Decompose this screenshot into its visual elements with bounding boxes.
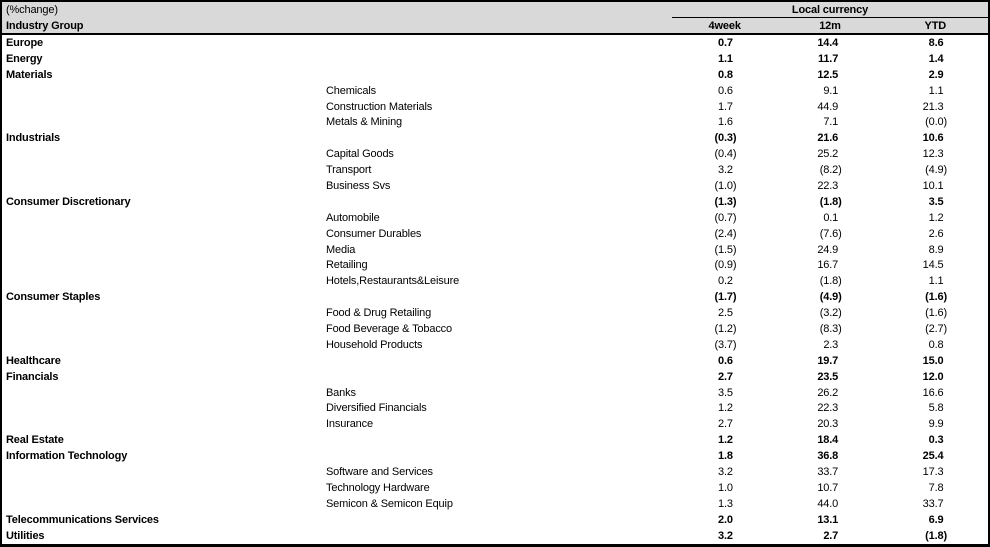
value-cell	[672, 196, 777, 208]
value-cell	[883, 498, 988, 510]
value-text: 18.4	[817, 434, 839, 447]
value-text: 6.9	[928, 513, 944, 526]
value-text: (0.4)	[714, 148, 737, 161]
value-text: 1.0	[717, 481, 733, 494]
value-text: 44.9	[817, 100, 839, 113]
value-text: 2.7	[823, 529, 839, 542]
value-text: 3.5	[717, 386, 733, 399]
value-cell	[883, 402, 988, 414]
value-cell	[777, 85, 882, 97]
industry-group-label: Consumer Staples	[6, 291, 101, 304]
value-cell	[883, 434, 988, 446]
sub-industry-label: Chemicals	[326, 84, 376, 97]
value-cell	[883, 418, 988, 430]
value-text: 3.2	[717, 164, 733, 177]
value-text: 2.3	[823, 338, 839, 351]
value-cell	[672, 212, 777, 224]
sub-industry-label: Banks	[326, 386, 356, 399]
value-text: 0.6	[717, 84, 733, 97]
value-text: 1.1	[717, 52, 733, 65]
value-cell	[883, 355, 988, 367]
table-body	[2, 35, 988, 544]
value-cell	[883, 196, 988, 208]
value-text: 3.5	[928, 195, 944, 208]
industry-group-label: Healthcare	[6, 354, 61, 367]
value-text: (1.7)	[714, 291, 737, 304]
value-cell	[672, 85, 777, 97]
value-text: 19.7	[817, 354, 839, 367]
value-text: 0.1	[823, 211, 839, 224]
value-cell	[883, 101, 988, 113]
table-header	[2, 2, 988, 35]
value-cell	[777, 212, 882, 224]
value-text: 10.6	[922, 132, 944, 145]
sub-industry-label: Construction Materials	[326, 100, 433, 113]
value-cell	[672, 164, 777, 176]
value-cell	[883, 85, 988, 97]
value-cell	[672, 514, 777, 526]
value-text: 0.8	[928, 338, 944, 351]
value-text: 13.1	[817, 513, 839, 526]
table-row	[2, 130, 988, 146]
value-cell	[672, 228, 777, 240]
table-row	[2, 416, 988, 432]
value-cell	[883, 307, 988, 319]
value-cell	[672, 69, 777, 81]
value-cell	[777, 355, 882, 367]
sub-industry-label: Food & Drug Retailing	[326, 307, 432, 320]
value-cell	[672, 37, 777, 49]
table-row	[2, 432, 988, 448]
value-cell	[672, 371, 777, 383]
value-cell	[672, 101, 777, 113]
industry-group-label: Information Technology	[6, 450, 128, 463]
value-text: 0.2	[717, 275, 733, 288]
table-row	[2, 194, 988, 210]
value-cell	[883, 514, 988, 526]
table-row	[2, 114, 988, 130]
table-row	[2, 289, 988, 305]
header-row-columns	[2, 18, 988, 33]
table-row	[2, 146, 988, 162]
table-row	[2, 448, 988, 464]
value-cell	[777, 307, 882, 319]
table-row	[2, 353, 988, 369]
value-cell	[777, 132, 882, 144]
value-cell	[777, 291, 882, 303]
value-cell	[777, 244, 882, 256]
value-text: (4.9)	[819, 291, 842, 304]
value-text: (1.3)	[714, 195, 737, 208]
value-text: (8.2)	[819, 164, 842, 177]
value-text: 25.4	[922, 450, 944, 463]
table-row	[2, 337, 988, 353]
value-text: 1.8	[717, 450, 733, 463]
value-cell	[777, 148, 882, 160]
value-text: (3.7)	[714, 338, 737, 351]
value-text: 1.2	[717, 434, 733, 447]
value-cell	[672, 498, 777, 510]
value-text: 33.7	[817, 465, 839, 478]
currency-group-header	[672, 2, 988, 18]
table-row	[2, 512, 988, 528]
value-cell	[777, 259, 882, 271]
value-text: 25.2	[817, 148, 839, 161]
value-cell	[883, 228, 988, 240]
value-text: 12.3	[922, 148, 944, 161]
value-cell	[672, 53, 777, 65]
value-cell	[777, 37, 882, 49]
value-cell	[672, 244, 777, 256]
value-cell	[883, 387, 988, 399]
currency-group-label: Local currency	[791, 3, 869, 16]
value-cell	[883, 466, 988, 478]
value-text: 5.8	[928, 402, 944, 415]
value-cell	[777, 164, 882, 176]
value-cell	[672, 148, 777, 160]
value-cell	[883, 212, 988, 224]
value-text: 0.7	[717, 36, 733, 49]
value-cell	[672, 482, 777, 494]
value-cell	[777, 514, 882, 526]
value-cell	[883, 164, 988, 176]
value-cell	[883, 323, 988, 335]
value-text: (1.8)	[819, 195, 842, 208]
industry-group-label: Real Estate	[6, 434, 64, 447]
value-text: 11.7	[817, 52, 839, 65]
sub-industry-label: Insurance	[326, 418, 373, 431]
value-text: (7.6)	[819, 227, 842, 240]
value-cell	[777, 402, 882, 414]
value-cell	[777, 69, 882, 81]
value-text: 2.7	[717, 418, 733, 431]
value-cell	[672, 355, 777, 367]
value-text: 2.5	[717, 307, 733, 320]
value-text: 22.3	[817, 179, 839, 192]
value-cell	[883, 244, 988, 256]
value-text: 1.2	[928, 211, 944, 224]
value-text: 33.7	[922, 497, 944, 510]
table-row	[2, 67, 988, 83]
value-cell	[672, 530, 777, 542]
sub-industry-label: Semicon & Semicon Equip	[326, 497, 453, 510]
value-cell	[777, 323, 882, 335]
value-text: (1.0)	[714, 179, 737, 192]
column-header-12m: 12m	[819, 19, 841, 32]
industry-group-label: Europe	[6, 36, 43, 49]
value-text: 1.6	[717, 116, 733, 129]
value-cell	[672, 339, 777, 351]
value-text: 2.9	[928, 68, 944, 81]
value-text: 3.2	[717, 529, 733, 542]
value-cell	[672, 434, 777, 446]
value-text: (0.0)	[925, 116, 947, 129]
value-cell	[777, 116, 882, 128]
table-row	[2, 496, 988, 512]
sub-industry-label: Food Beverage & Tobacco	[326, 322, 452, 335]
value-text: 44.0	[817, 497, 839, 510]
value-text: (1.2)	[714, 322, 737, 335]
value-text: (1.8)	[819, 275, 842, 288]
value-text: 12.0	[922, 370, 944, 383]
value-text: 2.6	[928, 227, 944, 240]
table-row	[2, 226, 988, 242]
value-cell	[672, 259, 777, 271]
table-row	[2, 210, 988, 226]
value-cell	[883, 69, 988, 81]
value-text: 1.7	[717, 100, 733, 113]
value-text: 7.1	[823, 116, 839, 129]
value-text: 14.5	[922, 259, 944, 272]
value-text: 22.3	[817, 402, 839, 415]
value-text: 16.6	[922, 386, 944, 399]
industry-group-label: Financials	[6, 370, 59, 383]
industry-group-label: Telecommunications Services	[6, 513, 159, 526]
value-text: (1.5)	[714, 243, 737, 256]
industry-group-column-header: Industry Group	[6, 19, 84, 32]
value-cell	[883, 259, 988, 271]
value-text: (0.3)	[714, 132, 737, 145]
value-cell	[777, 101, 882, 113]
value-cell	[777, 466, 882, 478]
table-row	[2, 83, 988, 99]
value-text: 0.6	[717, 354, 733, 367]
value-text: 23.5	[817, 370, 839, 383]
value-cell	[777, 434, 882, 446]
value-text: (1.6)	[925, 291, 947, 304]
table-row	[2, 385, 988, 401]
value-text: 1.3	[717, 497, 733, 510]
sub-industry-label: Business Svs	[326, 179, 391, 192]
value-text: 21.3	[922, 100, 944, 113]
value-text: 15.0	[922, 354, 944, 367]
period-column-headers	[672, 20, 988, 32]
industry-group-label: Utilities	[6, 529, 45, 542]
value-text: 10.7	[817, 481, 839, 494]
column-header-ytd: YTD	[924, 19, 947, 32]
table-row	[2, 480, 988, 496]
value-text: 14.4	[817, 36, 839, 49]
value-cell	[777, 530, 882, 542]
value-cell	[883, 482, 988, 494]
industry-group-label: Industrials	[6, 132, 60, 145]
sub-industry-label: Consumer Durables	[326, 227, 422, 240]
value-cell	[883, 339, 988, 351]
value-text: 20.3	[817, 418, 839, 431]
value-cell	[883, 37, 988, 49]
value-text: (0.7)	[714, 211, 737, 224]
value-text: 16.7	[817, 259, 839, 272]
value-text: 3.2	[717, 465, 733, 478]
table-row	[2, 162, 988, 178]
table-row	[2, 242, 988, 258]
value-text: 7.8	[928, 481, 944, 494]
value-cell	[777, 196, 882, 208]
value-cell	[777, 180, 882, 192]
value-text: 1.4	[928, 52, 944, 65]
value-cell	[672, 307, 777, 319]
table-row	[2, 528, 988, 544]
value-cell	[777, 418, 882, 430]
header-row-change	[2, 2, 988, 18]
value-cell	[777, 275, 882, 287]
value-cell	[883, 53, 988, 65]
value-cell	[672, 418, 777, 430]
value-cell	[883, 275, 988, 287]
table-row	[2, 369, 988, 385]
value-text: 26.2	[817, 386, 839, 399]
value-text: 17.3	[922, 465, 944, 478]
value-cell	[883, 371, 988, 383]
sub-industry-label: Diversified Financials	[326, 402, 427, 415]
value-text: (2.4)	[714, 227, 737, 240]
table-row	[2, 35, 988, 51]
sub-industry-label: Technology Hardware	[326, 481, 430, 494]
value-cell	[883, 180, 988, 192]
table-row	[2, 321, 988, 337]
table-row	[2, 257, 988, 273]
value-cell	[672, 387, 777, 399]
table-row	[2, 178, 988, 194]
value-text: 12.5	[817, 68, 839, 81]
table-row	[2, 99, 988, 115]
value-text: 2.0	[717, 513, 733, 526]
value-text: 9.1	[823, 84, 839, 97]
sub-industry-label: Household Products	[326, 338, 423, 351]
value-text: (8.3)	[819, 322, 842, 335]
sub-industry-label: Capital Goods	[326, 148, 394, 161]
sub-industry-label: Metals & Mining	[326, 116, 403, 129]
value-cell	[883, 291, 988, 303]
value-cell	[672, 180, 777, 192]
value-cell	[777, 371, 882, 383]
value-cell	[672, 466, 777, 478]
sub-industry-label: Media	[326, 243, 356, 256]
value-text: (1.6)	[925, 307, 947, 320]
value-text: (0.9)	[714, 259, 737, 272]
value-cell	[777, 228, 882, 240]
value-text: 8.9	[928, 243, 944, 256]
value-text: 21.6	[817, 132, 839, 145]
industry-group-label: Consumer Discretionary	[6, 195, 131, 208]
value-cell	[777, 53, 882, 65]
sub-industry-label: Automobile	[326, 211, 380, 224]
value-cell	[883, 116, 988, 128]
value-cell	[883, 148, 988, 160]
value-text: 1.1	[928, 275, 944, 288]
table-row	[2, 305, 988, 321]
value-cell	[672, 402, 777, 414]
value-cell	[883, 132, 988, 144]
value-cell	[883, 530, 988, 542]
value-text: (3.2)	[819, 307, 842, 320]
value-cell	[672, 450, 777, 462]
value-text: 10.1	[922, 179, 944, 192]
value-cell	[672, 116, 777, 128]
value-text: 9.9	[928, 418, 944, 431]
industry-group-label: Energy	[6, 52, 43, 65]
value-cell	[672, 132, 777, 144]
value-cell	[672, 275, 777, 287]
sub-industry-label: Retailing	[326, 259, 368, 272]
value-text: 8.6	[928, 36, 944, 49]
value-cell	[777, 387, 882, 399]
industry-group-label: Materials	[6, 68, 53, 81]
value-cell	[777, 498, 882, 510]
value-cell	[883, 450, 988, 462]
value-text: (2.7)	[925, 322, 947, 335]
sub-industry-label: Transport	[326, 164, 372, 177]
value-cell	[777, 482, 882, 494]
value-text: 1.2	[717, 402, 733, 415]
table-row	[2, 51, 988, 67]
value-text: (1.8)	[925, 529, 947, 542]
value-text: 1.1	[928, 84, 944, 97]
value-text: 0.8	[717, 68, 733, 81]
value-text: 2.7	[717, 370, 733, 383]
sub-industry-label: Hotels,Restaurants&Leisure	[326, 275, 460, 288]
percent-change-label: (%change)	[6, 4, 58, 16]
sub-industry-label: Software and Services	[326, 465, 433, 478]
table-row	[2, 273, 988, 289]
table-row	[2, 464, 988, 480]
value-text: 24.9	[817, 243, 839, 256]
value-cell	[672, 323, 777, 335]
column-header-4week: 4week	[708, 19, 741, 32]
value-cell	[672, 291, 777, 303]
value-text: (4.9)	[925, 164, 947, 177]
value-cell	[777, 450, 882, 462]
table-row	[2, 400, 988, 416]
value-text: 36.8	[817, 450, 839, 463]
value-text: 0.3	[928, 434, 944, 447]
value-cell	[777, 339, 882, 351]
